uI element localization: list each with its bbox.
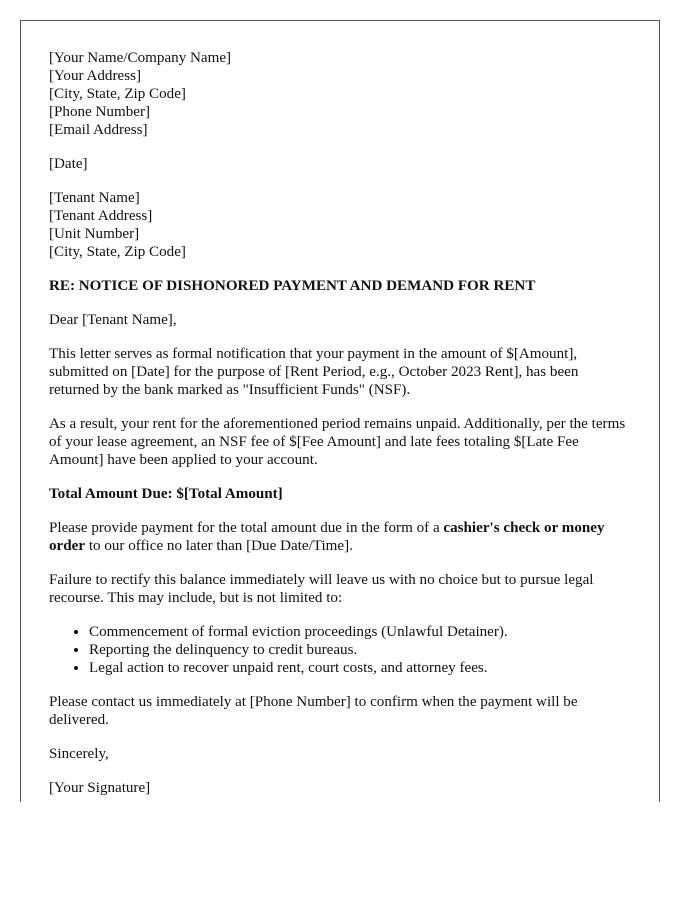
letter-page [20, 20, 660, 802]
consequences-list [49, 623, 631, 677]
sender-phone: [Phone Number] [49, 104, 151, 120]
total-amount-due: Total Amount Due: $[Total Amount] [49, 486, 283, 502]
letter-date: [Date] [49, 156, 88, 172]
recipient-block [49, 189, 631, 261]
list-item: • Commencement of formal eviction proceedings (Unlawful Detainer). [89, 623, 631, 641]
closing: Sincerely, [49, 746, 109, 762]
paragraph-contact: Please contact us immediately at [Phone Number] to confirm when the payment will be delivered. [49, 694, 578, 728]
recipient-name: [Tenant Name] [49, 190, 140, 206]
sender-address: [Your Address] [49, 68, 141, 84]
list-item: • Legal action to recover unpaid rent, court costs, and attorney fees. [89, 659, 631, 677]
subject-line: RE: NOTICE OF DISHONORED PAYMENT AND DEMAND FOR RENT [49, 278, 536, 294]
sender-block [49, 49, 631, 139]
signature: [Your Signature] [49, 780, 151, 796]
sender-city-state-zip: [City, State, Zip Code] [49, 86, 186, 102]
recipient-address: [Tenant Address] [49, 208, 153, 224]
payment-request-before: Please provide payment for the total amount due in the form of a [49, 520, 444, 536]
recipient-unit: [Unit Number] [49, 226, 140, 242]
payment-request-after: to our office no later than [Due Date/Time]. [85, 538, 353, 554]
list-item: • Reporting the delinquency to credit bureaus. [89, 641, 631, 659]
payment-method: cashier's check or money order [49, 520, 605, 554]
paragraph-payment-request [49, 519, 631, 555]
letter-content [21, 21, 659, 797]
paragraph-fees: As a result, your rent for the aforementioned period remains unpaid. Additionally, per the terms of your lease agreement, an NSF fee of $[Fee Amount] and late fees totaling $[Late Fee Amount] have been applied to your account. [49, 416, 626, 468]
recipient-city-state-zip: [City, State, Zip Code] [49, 244, 186, 260]
salutation: Dear [Tenant Name], [49, 312, 177, 328]
sender-name: [Your Name/Company Name] [49, 50, 232, 66]
paragraph-failure: Failure to rectify this balance immediately will leave us with no choice but to pursue legal recourse. This may include, but is not limited to: [49, 572, 594, 606]
sender-email: [Email Address] [49, 122, 148, 138]
paragraph-notification: This letter serves as formal notification that your payment in the amount of $[Amount], submitted on [Date] for the purpose of [Rent Period, e.g., October 2023 Rent], has been returned by the bank marked as "Insufficient Funds" (NSF). [49, 346, 579, 398]
